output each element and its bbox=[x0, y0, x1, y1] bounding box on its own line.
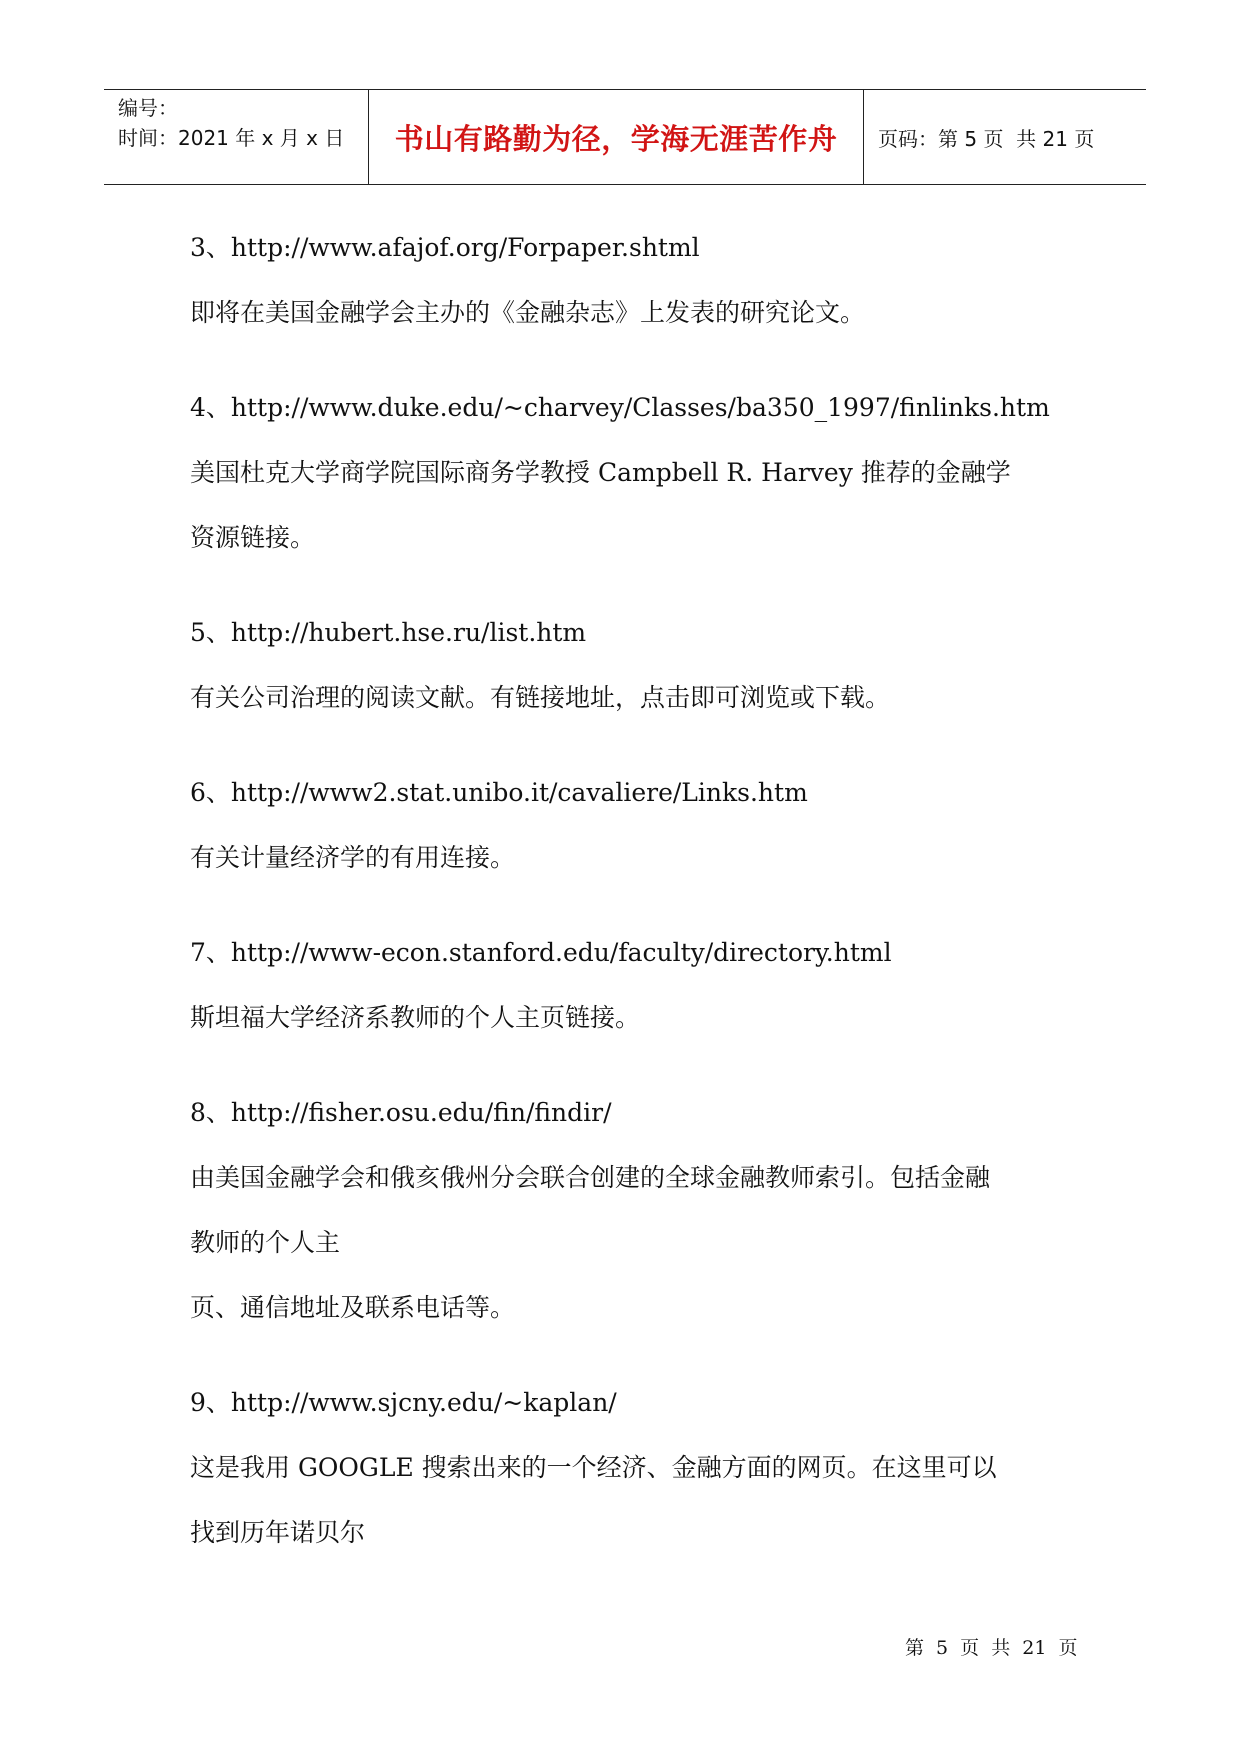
entry-url: 9、http://www.sjcny.edu/~kaplan/ bbox=[190, 1388, 617, 1417]
time-label: 时间：2021 年 x 月 x 日 bbox=[118, 126, 345, 150]
entry-description: 找到历年诺贝尔 bbox=[190, 1518, 366, 1547]
entry-description: 教师的个人主 bbox=[190, 1228, 341, 1257]
entry-url: 3、http://www.afajof.org/Forpaper.shtml bbox=[190, 233, 700, 262]
header-motto: 书山有路勤为径，学海无涯苦作舟 bbox=[369, 90, 864, 184]
entry-description: 由美国金融学会和俄亥俄州分会联合创建的全球金融教师索引。包括金融 bbox=[190, 1163, 991, 1192]
entry-url: 4、http://www.duke.edu/~charvey/Classes/ba350_1997/finlinks.htm bbox=[190, 393, 1050, 422]
entry-url: 8、http://fisher.osu.edu/fin/findir/ bbox=[190, 1098, 612, 1127]
number-label: 编号： bbox=[118, 96, 178, 120]
entry-description: 有关计量经济学的有用连接。 bbox=[190, 843, 516, 872]
entry-description: 美国杜克大学商学院国际商务学教授 Campbell R. Harvey 推荐的金融学 bbox=[190, 458, 1011, 487]
header-meta bbox=[104, 90, 369, 184]
entry-description: 这是我用 GOOGLE 搜索出来的一个经济、金融方面的网页。在这里可以 bbox=[190, 1453, 997, 1482]
header-page-label: 页码：第 5 页 共 21 页 bbox=[878, 126, 1095, 151]
entry-description: 即将在美国金融学会主办的《金融杂志》上发表的研究论文。 bbox=[190, 298, 866, 327]
entry-description: 有关公司治理的阅读文献。有链接地址，点击即可浏览或下载。 bbox=[190, 683, 891, 712]
entry-description: 页、通信地址及联系电话等。 bbox=[190, 1293, 516, 1322]
entry-url: 6、http://www2.stat.unibo.it/cavaliere/Links.htm bbox=[190, 778, 808, 807]
header-page-info bbox=[864, 90, 1146, 184]
entry-url: 5、http://hubert.hse.ru/list.htm bbox=[190, 618, 587, 647]
page-header bbox=[104, 89, 1146, 185]
entry-description: 资源链接。 bbox=[190, 523, 316, 552]
entry-description: 斯坦福大学经济系教师的个人主页链接。 bbox=[190, 1003, 641, 1032]
page-footer: 第 5 页 共 21 页 bbox=[905, 1637, 1078, 1659]
entry-url: 7、http://www-econ.stanford.edu/faculty/directory.html bbox=[190, 938, 892, 967]
